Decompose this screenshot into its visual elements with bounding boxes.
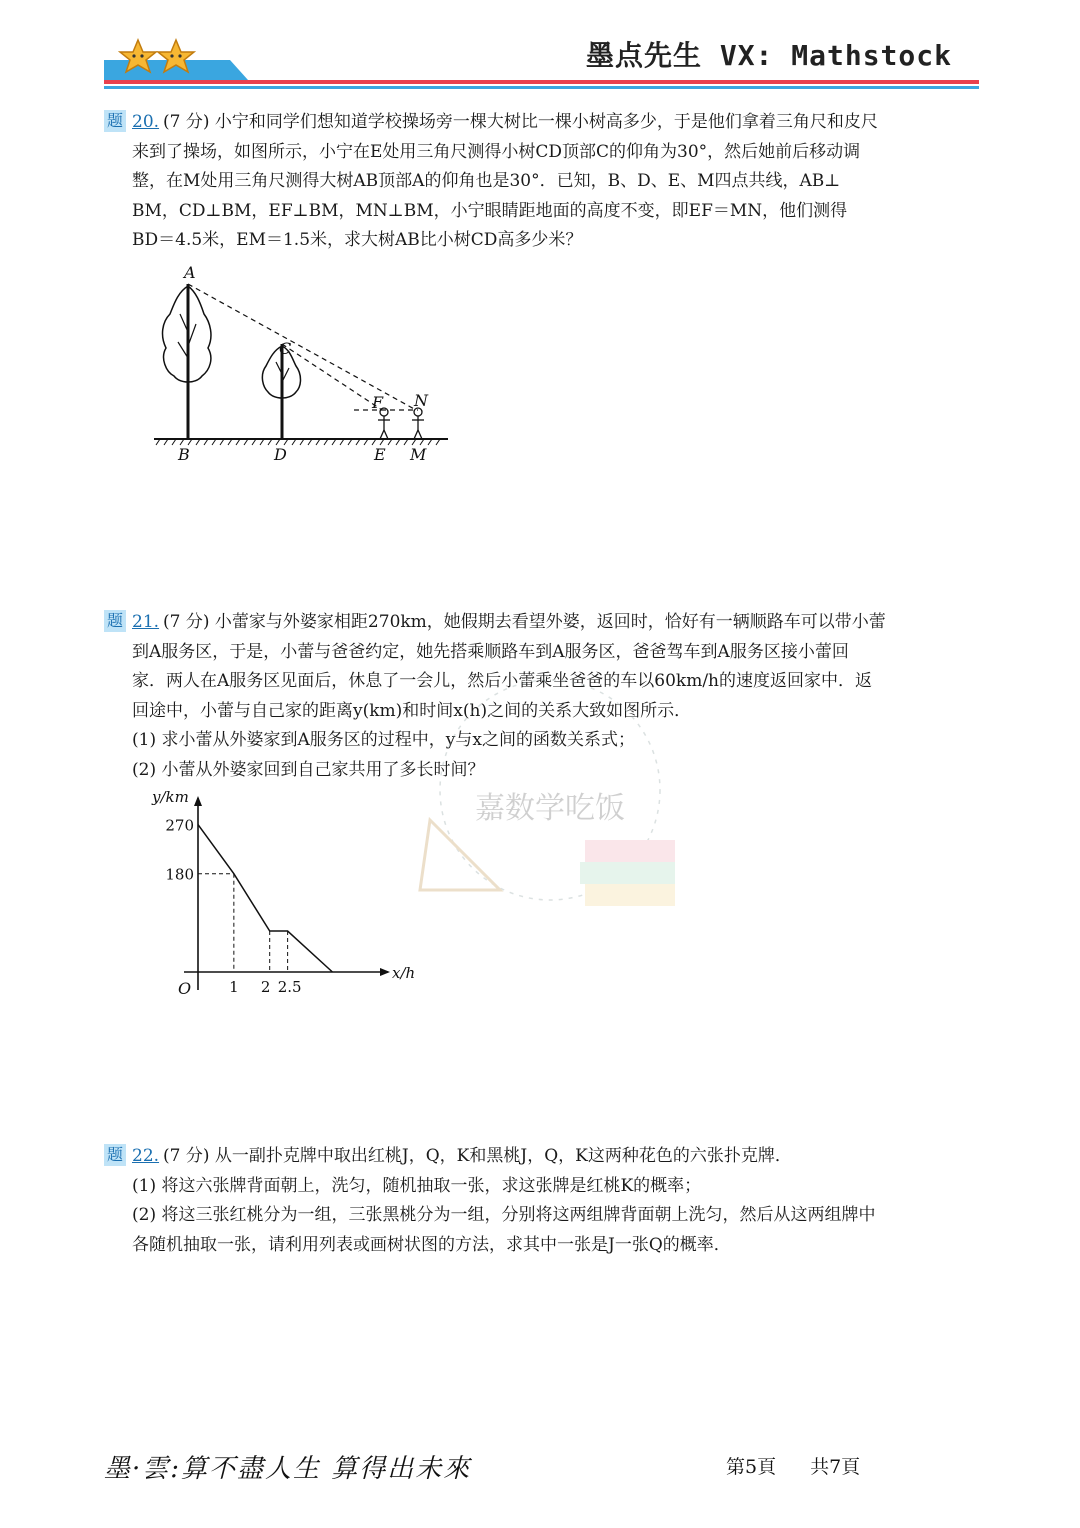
question-number: 20.: [132, 112, 160, 132]
distance-time-chart: [148, 788, 416, 1002]
page-header: [0, 0, 1080, 100]
question-text: (7 分) 小宁和同学们想知道学校操场旁一棵大树比一棵小树高多少，于是他们拿着三角尺和皮尺: [163, 112, 878, 132]
question-line: [104, 608, 980, 638]
question-line: 整，在M处用三角尺测得大树AB顶部A的仰角也是30°．已知，B、D、E、M四点共线，AB⊥: [132, 171, 841, 191]
label-b: B: [178, 445, 190, 464]
y-tick-label: 180: [165, 865, 194, 884]
tree-figure: [150, 262, 460, 467]
label-m: M: [410, 445, 427, 464]
observer-e: [378, 408, 390, 439]
question-line: [104, 108, 980, 138]
book-icon: [585, 840, 675, 862]
y-axis-label: y/km: [152, 788, 189, 806]
small-tree: [262, 344, 300, 439]
sight-line-a: [188, 284, 416, 410]
label-f: F: [372, 393, 384, 412]
page-number: 第5頁: [726, 1456, 777, 1478]
sub-question: (2) 将这三张红桃分为一组，三张黑桃分为一组，分别将这两组牌背面朝上洗匀，然后从这两组牌中: [132, 1205, 876, 1225]
question-line: [104, 1142, 980, 1172]
question-text: (7 分) 从一副扑克牌中取出红桃J，Q，K和黑桃J，Q，K这两种花色的六张扑克牌．: [163, 1146, 792, 1166]
x-tick-label: 2.5: [277, 978, 302, 996]
label-n: N: [414, 391, 428, 410]
big-tree: [163, 284, 211, 439]
y-tick-label: 270: [165, 816, 194, 835]
question-tag: 题: [104, 610, 126, 632]
sight-line-c: [282, 344, 382, 410]
brand-title: 墨点先生 VX: Mathstock: [585, 39, 952, 72]
x-axis-label: x/h: [392, 964, 416, 982]
watermark-text: 嘉数学吃饭: [475, 791, 625, 826]
sub-question: 各随机抽取一张，请利用列表或画树状图的方法，求其中一张是J一张Q的概率．: [132, 1234, 731, 1255]
origin-label: O: [178, 979, 192, 998]
question-number: 22.: [132, 1146, 160, 1166]
x-tick-label: 2: [260, 978, 271, 996]
sub-question: (2) 小蕾从外婆家回到自己家共用了多长时间？: [132, 759, 485, 780]
footer-page-info: [726, 1452, 894, 1479]
question-text: (7 分) 小蕾家与外婆家相距270km，她假期去看望外婆，返回时，恰好有一辆顺路车可以带小蕾: [163, 612, 886, 632]
label-e: E: [374, 445, 386, 464]
y-axis-arrow: [194, 796, 202, 806]
question-line: BM，CD⊥BM，EF⊥BM，MN⊥BM，小宁眼睛距地面的高度不变，即EF＝MN，他们测得: [132, 200, 848, 221]
x-axis-arrow: [380, 968, 390, 976]
question-tag: 题: [104, 1144, 126, 1166]
ruler-icon: [420, 820, 500, 890]
question-line: BD＝4.5米，EM＝1.5米，求大树AB比小树CD高多少米？: [132, 230, 583, 250]
label-d: D: [274, 445, 287, 464]
sub-question: (1) 求小蕾从外婆家到A服务区的过程中，y与x之间的函数关系式；: [132, 730, 635, 750]
question-22: [104, 1142, 980, 1260]
x-tick-label: 1: [229, 978, 239, 996]
observer-m: [412, 408, 424, 439]
question-line: 家．两人在A服务区见面后，休息了一会儿，然后小蕾乘坐爸爸的车以60km/h的速度返回家中．返: [132, 671, 873, 691]
distance-line: [198, 825, 332, 972]
question-line: 回途中，小蕾与自己家的距离y(km)和时间x(h)之间的关系大致如图所示．: [132, 700, 692, 721]
footer-motto: 墨·雲:算不盡人生 算得出未來: [104, 1454, 472, 1484]
label-c: C: [279, 339, 292, 358]
label-a: A: [184, 263, 196, 282]
question-number: 21.: [132, 612, 160, 632]
header-blue-line: [104, 86, 979, 89]
question-20: [104, 108, 980, 256]
sub-question: (1) 将这六张牌背面朝上，洗匀，随机抽取一张，求这张牌是红桃K的概率；: [132, 1175, 702, 1196]
question-line: 来到了操场，如图所示，小宁在E处用三角尺测得小树CD顶部C的仰角为30°，然后她前后移动调: [132, 141, 861, 162]
question-line: 到A服务区，于是，小蕾与爸爸约定，她先搭乘顺路车到A服务区，爸爸驾车到A服务区接小蕾回: [132, 641, 849, 662]
header-red-line: [104, 80, 979, 84]
watermark: [400, 640, 700, 940]
page-total: 共7頁: [810, 1456, 861, 1478]
question-tag: 题: [104, 110, 126, 132]
